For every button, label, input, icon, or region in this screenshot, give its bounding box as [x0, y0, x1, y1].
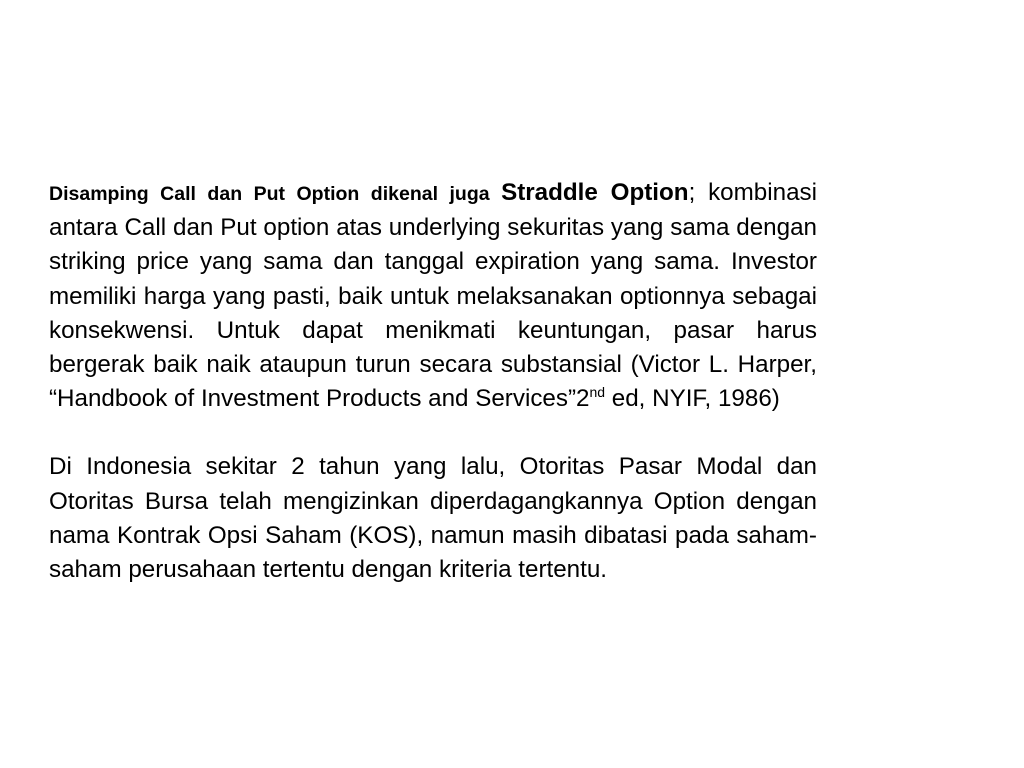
text-body — [49, 176, 817, 587]
paragraph1-body: kombinasi antara Call dan Put option atas underlying sekuritas yang sama dengan striking price yang sama dan tanggal expiration yang sama. Investor memiliki harga yang pasti, baik untuk melaksanakan optionnya sebagai konsekwensi. Untuk dapat menikmati keuntungan, pasar harus bergerak baik naik ataupun turun secara substansial (Victor L. Harper, “Handbook of Investment Products and Services”2 — [49, 179, 817, 413]
paragraph-indonesia: Di Indonesia sekitar 2 tahun yang lalu, Otoritas Pasar Modal dan Otoritas Bursa telah mengizinkan diperdagangkannya Option dengan nama Kontrak Opsi Saham (KOS), namun masih dibatasi pada saham-saham perusahaan tertentu dengan kriteria tertentu. — [49, 453, 817, 584]
ordinal-superscript: nd — [589, 384, 606, 401]
paragraph-straddle-option — [49, 176, 817, 416]
lead-phrase: Disamping Call dan Put Option dikenal juga — [49, 183, 502, 205]
straddle-option-term: Straddle Option — [501, 179, 689, 206]
semicolon: ; — [688, 179, 696, 206]
citation-tail: ed, NYIF, 1986) — [605, 385, 780, 413]
